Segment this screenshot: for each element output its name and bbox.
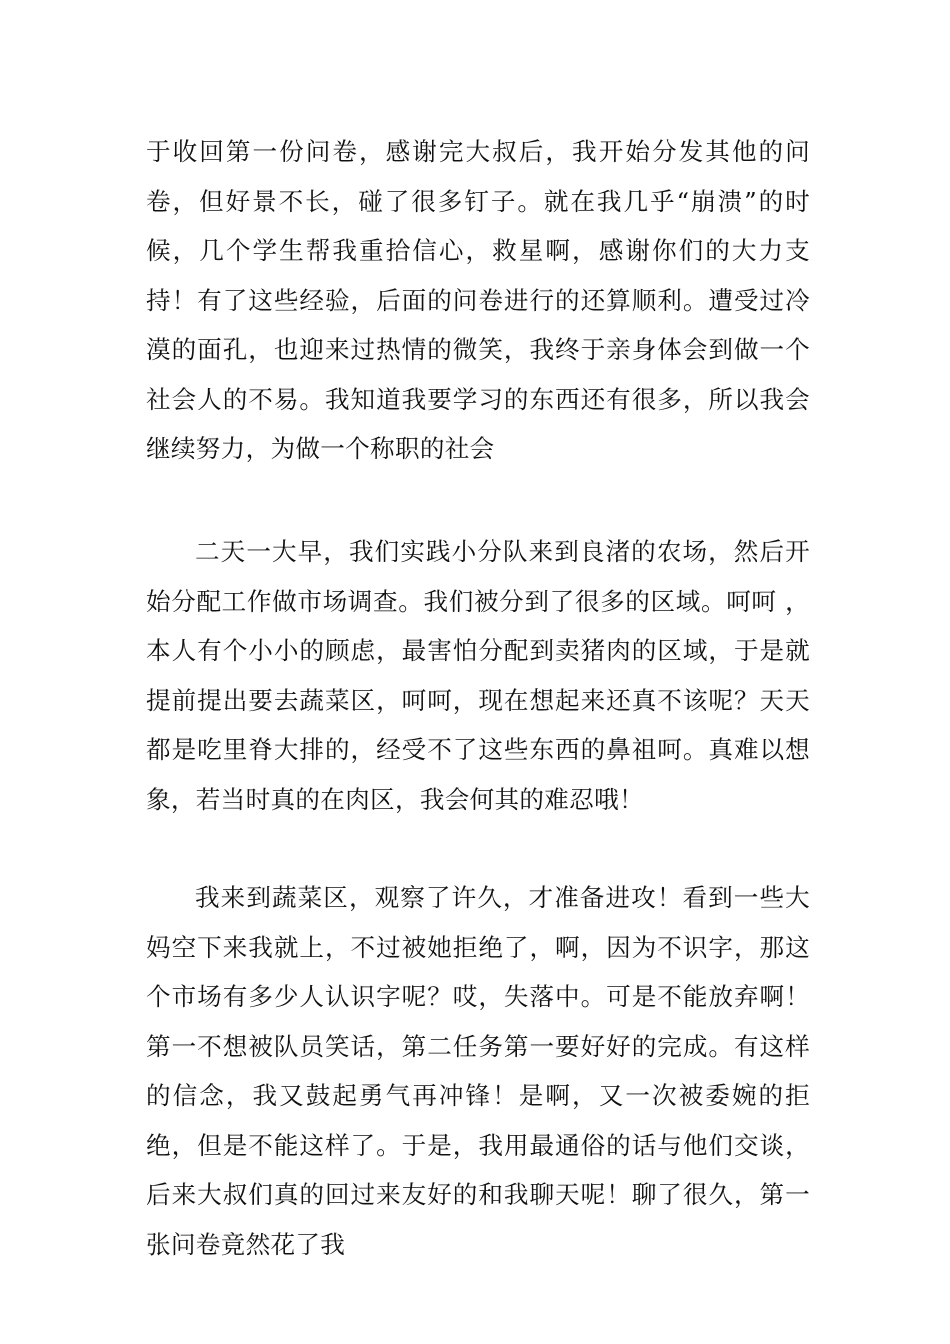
paragraph-3: 我来到蔬菜区，观察了许久，才准备进攻！看到一些大妈空下来我就上，不过被她拒绝了，啊，因为不识字，那这个市场有多少人认识字呢？哎，失落中。可是不能放弃啊！第一不想被队员笑话，第二任务第一要好好的完成。有这样的信念，我又鼓起勇气再冲锋！是啊，又一次被委婉的拒绝，但是不能这样了。于是，我用最通俗的话与他们交谈，后来大叔们真的回过来友好的和我聊天呢！聊了很久，第一张问卷竟然花了我 bbox=[146, 883, 810, 1259]
paragraph-1: 于收回第一份问卷，感谢完大叔后，我开始分发其他的问卷，但好景不长，碰了很多钉子。就在我几乎“崩溃”的时候，几个学生帮我重拾信心，救星啊，感谢你们的大力支持！有了这些经验，后面的问卷进行的还算顺利。遭受过冷漠的面孔，也迎来过热情的微笑，我终于亲身体会到做一个社会人的不易。我知道我要学习的东西还有很多，所以我会继续努力，为做一个称职的社会 bbox=[146, 137, 810, 463]
paragraph-2: 二天一大早，我们实践小分队来到良渚的农场，然后开始分配工作做市场调查。我们被分到了很多的区域。呵呵 ，本人有个小小的顾虑，最害怕分配到卖猪肉的区域，于是就提前提出要去蔬菜区，呵呵，现在想起来还真不该呢？天天都是吃里脊大排的，经受不了这些东西的鼻祖呵。真难以想象，若当时真的在肉区，我会何其的难忍哦！ bbox=[146, 537, 810, 814]
